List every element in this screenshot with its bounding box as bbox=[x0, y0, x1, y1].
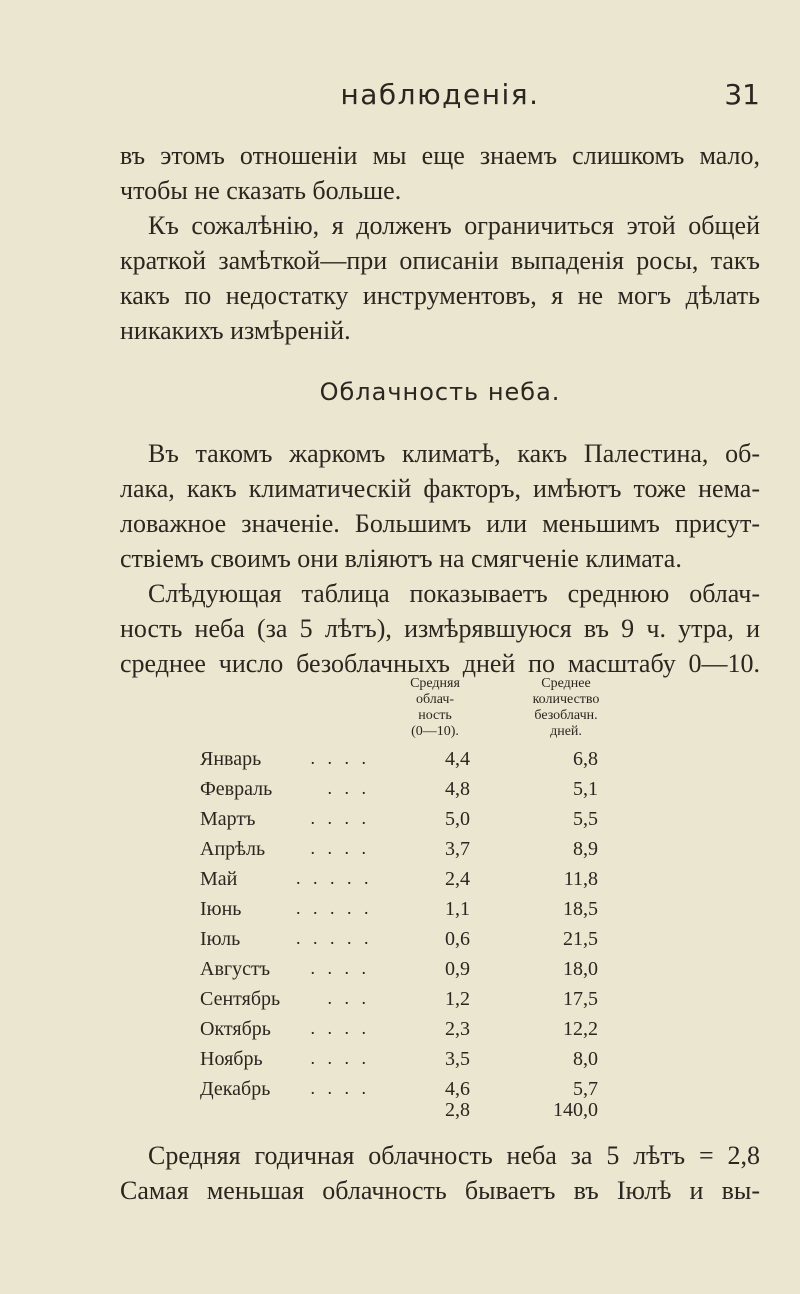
text-line: краткой замѣткой—при описаніи выпаденія росы, такъ bbox=[120, 246, 760, 275]
cloudiness-value: 1,1 bbox=[445, 898, 470, 920]
leader-dots: . . . . . bbox=[296, 898, 373, 918]
text-line: Слѣдующая таблица показываетъ среднюю облач- bbox=[148, 579, 760, 608]
paragraph-annual-summary bbox=[120, 1138, 760, 1208]
clear-days-value: 17,5 bbox=[563, 988, 598, 1010]
leader-dots: . . . . bbox=[310, 838, 370, 858]
text-line: Къ сожалѣнію, я долженъ ограничиться этой общей bbox=[148, 211, 760, 240]
table-row bbox=[200, 748, 660, 778]
table-row bbox=[200, 838, 660, 868]
text-line: среднее число безоблачныхъ дней по масштабу 0—10. bbox=[120, 649, 760, 678]
column-header-cloudiness: Средняя облач- ность (0—10). bbox=[410, 676, 460, 739]
clear-days-value: 12,2 bbox=[563, 1018, 598, 1040]
cloudiness-value: 3,5 bbox=[445, 1048, 470, 1070]
table-row bbox=[200, 1018, 660, 1048]
month-name: Августъ bbox=[200, 958, 271, 980]
text-line: Средняя годичная облачность неба за 5 лѣтъ = 2,8 bbox=[148, 1141, 760, 1170]
text-line: ность неба (за 5 лѣтъ), измѣрявшуюся въ 9 ч. утра, и bbox=[120, 614, 760, 643]
month-name: Май bbox=[200, 868, 238, 890]
cloudiness-value: 5,0 bbox=[445, 808, 470, 830]
text-line: ствіемъ своимъ они вліяютъ на смягченіе климата. bbox=[120, 544, 682, 573]
clear-days-value: 6,8 bbox=[573, 748, 598, 770]
cloudiness-value: 1,2 bbox=[445, 988, 470, 1010]
month-name: Октябрь bbox=[200, 1018, 271, 1040]
cloudiness-value: 4,4 bbox=[445, 748, 470, 770]
text-line: Самая меньшая облачность бываетъ въ Іюлѣ и вы- bbox=[120, 1176, 760, 1205]
clear-days-value: 5,7 bbox=[573, 1078, 598, 1100]
cloudiness-value: 0,9 bbox=[445, 958, 470, 980]
table-row bbox=[200, 868, 660, 898]
leader-dots: . . . . bbox=[310, 1078, 370, 1098]
leader-dots: . . . . bbox=[310, 808, 370, 828]
clear-days-value: 8,9 bbox=[573, 838, 598, 860]
cloudiness-value: 4,6 bbox=[445, 1078, 470, 1100]
total-cloudiness: 2,8 bbox=[445, 1099, 470, 1121]
running-title: наблюденія. bbox=[340, 78, 540, 111]
table-row bbox=[200, 958, 660, 988]
month-name: Сентябрь bbox=[200, 988, 281, 1010]
leader-dots: . . . . bbox=[310, 1018, 370, 1038]
clear-days-value: 18,5 bbox=[563, 898, 598, 920]
month-name: Декабрь bbox=[200, 1078, 271, 1100]
text-line: Въ такомъ жаркомъ климатѣ, какъ Палестина, об- bbox=[148, 439, 760, 468]
text-line: ловажное значеніе. Большимъ или меньшимъ присут- bbox=[120, 509, 760, 538]
cloudiness-value: 2,4 bbox=[445, 868, 470, 890]
text-line: никакихъ измѣреній. bbox=[120, 316, 351, 345]
table-row bbox=[200, 778, 660, 808]
leader-dots: . . . bbox=[327, 988, 370, 1008]
section-heading: Облачность неба. bbox=[319, 378, 561, 406]
cloudiness-value: 3,7 bbox=[445, 838, 470, 860]
cloudiness-value: 0,6 bbox=[445, 928, 470, 950]
text-line: чтобы не сказать больше. bbox=[120, 176, 402, 205]
paragraph-clouds-climate bbox=[120, 436, 760, 576]
text-line: въ этомъ отношеніи мы еще знаемъ слишкомъ мало, bbox=[120, 141, 760, 170]
table-row bbox=[200, 928, 660, 958]
table-totals-row bbox=[200, 1099, 660, 1129]
paragraph-table-intro bbox=[120, 576, 760, 681]
month-name: Февраль bbox=[200, 778, 273, 800]
cloudiness-value: 4,8 bbox=[445, 778, 470, 800]
cloudiness-value: 2,3 bbox=[445, 1018, 470, 1040]
clear-days-value: 8,0 bbox=[573, 1048, 598, 1070]
paragraph-intro bbox=[120, 138, 760, 208]
month-name: Ноябрь bbox=[200, 1048, 263, 1070]
month-name: Мартъ bbox=[200, 808, 256, 830]
column-header-clear-days: Среднее количество безоблачн. дней. bbox=[532, 676, 600, 739]
paragraph-dew-note bbox=[120, 208, 760, 348]
month-name: Январь bbox=[200, 748, 262, 770]
clear-days-value: 5,5 bbox=[573, 808, 598, 830]
leader-dots: . . . . . bbox=[296, 868, 373, 888]
table-row bbox=[200, 808, 660, 838]
leader-dots: . . . . . bbox=[296, 928, 373, 948]
table-row bbox=[200, 898, 660, 928]
leader-dots: . . . bbox=[327, 778, 370, 798]
text-line: какъ по недостатку инструментовъ, я не могъ дѣлать bbox=[120, 281, 760, 310]
month-name: Іюнь bbox=[200, 898, 242, 920]
leader-dots: . . . . bbox=[310, 958, 370, 978]
table-row bbox=[200, 988, 660, 1018]
total-clear-days: 140,0 bbox=[553, 1099, 598, 1121]
clear-days-value: 21,5 bbox=[563, 928, 598, 950]
leader-dots: . . . . bbox=[310, 748, 370, 768]
page-number: 31 bbox=[724, 78, 760, 111]
text-line: лака, какъ климатическій факторъ, имѣютъ тоже нема- bbox=[120, 474, 760, 503]
clear-days-value: 18,0 bbox=[563, 958, 598, 980]
table-row bbox=[200, 1048, 660, 1078]
running-head bbox=[120, 78, 760, 118]
clear-days-value: 11,8 bbox=[563, 868, 598, 890]
cloudiness-table bbox=[200, 676, 660, 1116]
month-name: Іюль bbox=[200, 928, 241, 950]
clear-days-value: 5,1 bbox=[573, 778, 598, 800]
leader-dots: . . . . bbox=[310, 1048, 370, 1068]
month-name: Апрѣль bbox=[200, 838, 266, 860]
